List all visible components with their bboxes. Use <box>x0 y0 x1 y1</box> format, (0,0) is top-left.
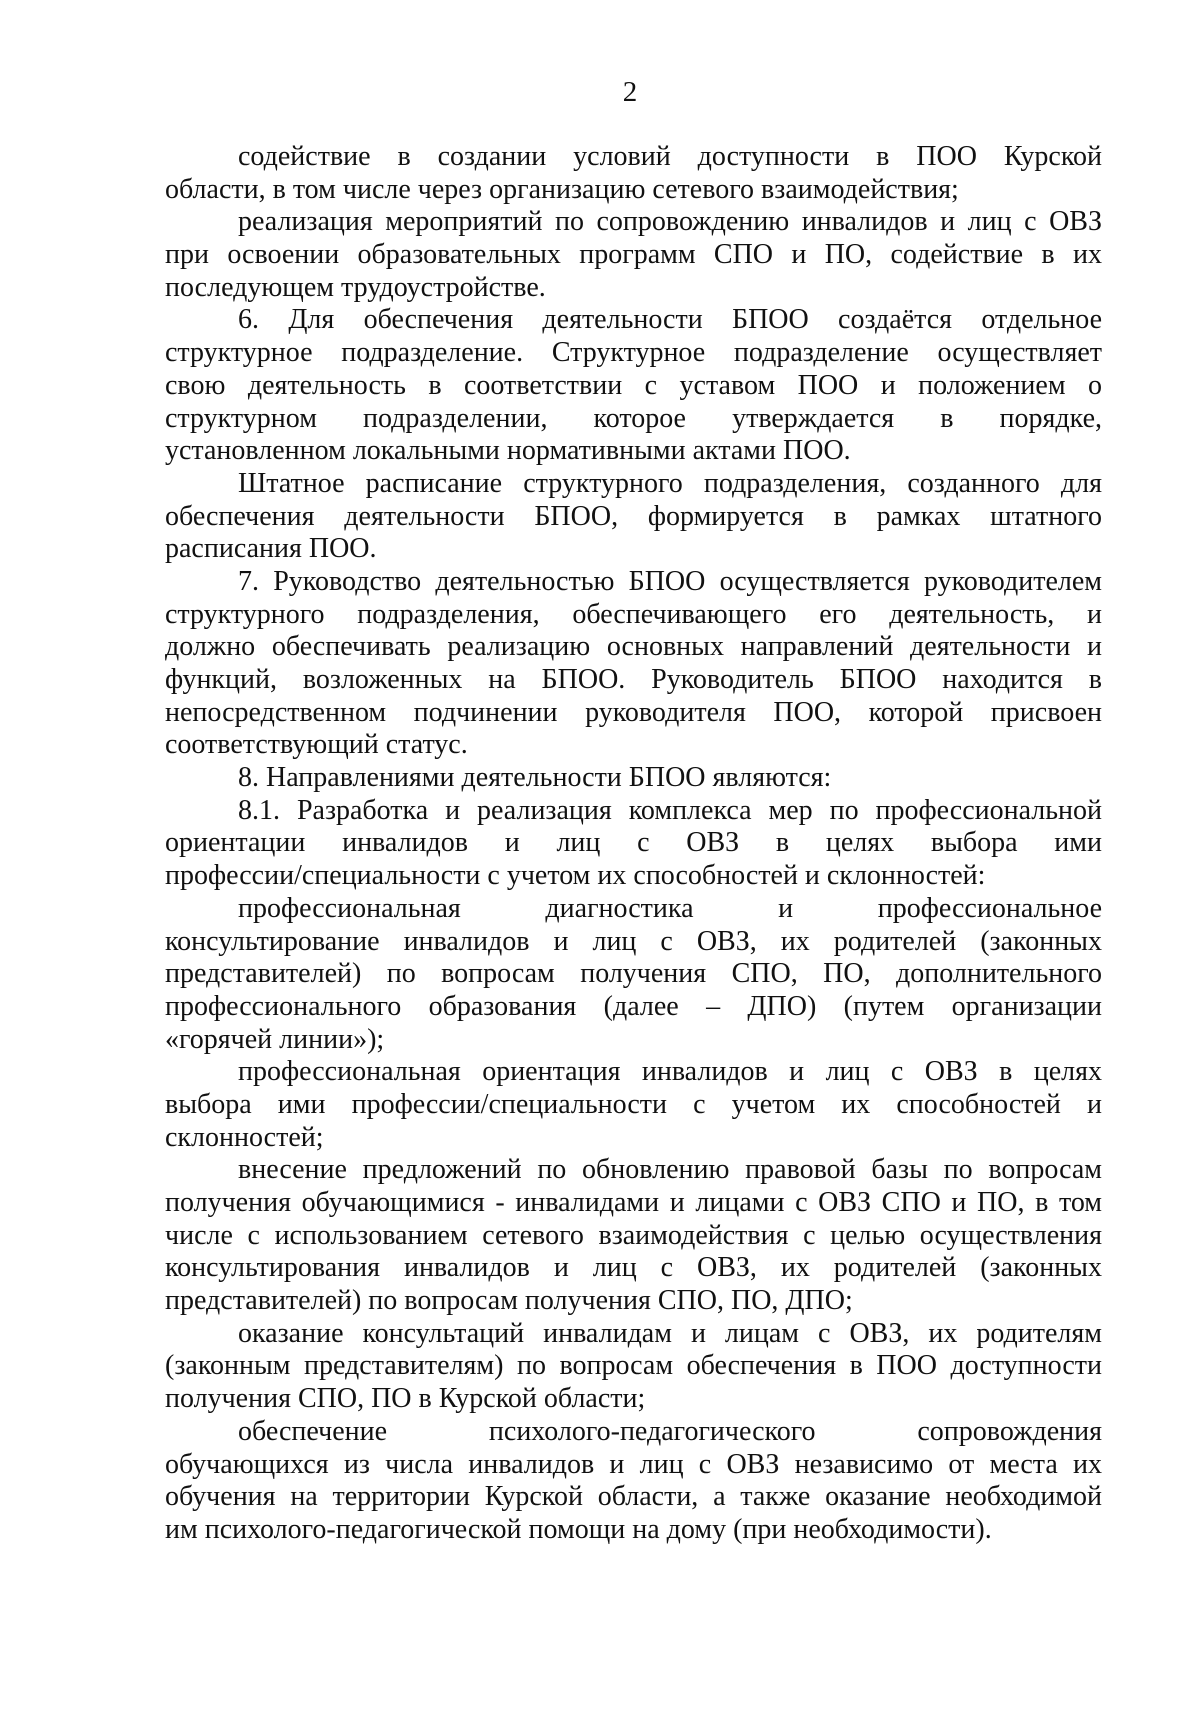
text-line: получения СПО, ПО в Курской области; <box>165 1383 646 1415</box>
text-line: 8.1. Разработка и реализация комплекса мер по профессиональной <box>238 794 1102 826</box>
text-line: обучения на территории Курской области, а также оказание необходимой <box>165 1481 1102 1513</box>
text-line: профессионального образования (далее – ДПО) (путем организации <box>165 990 1102 1022</box>
text-line: установленном локальными нормативными актами ПОО. <box>165 435 851 467</box>
text-line: профессиональная ориентация инвалидов и лиц с ОВЗ в целях <box>238 1056 1102 1088</box>
page-number: 2 <box>622 76 638 108</box>
paragraph <box>165 1318 1102 1416</box>
text-line: им психолого-педагогической помощи на дому (при необходимости). <box>165 1513 992 1545</box>
paragraph <box>165 206 1102 304</box>
text-line: реализация мероприятий по сопровождению инвалидов и лиц с ОВЗ <box>238 206 1102 238</box>
text-line: профессиональная диагностика и профессиональное <box>238 892 1102 924</box>
text-line: при освоении образовательных программ СПО и ПО, содействие в их <box>165 239 1102 271</box>
text-line: оказание консультаций инвалидам и лицам с ОВЗ, их родителям <box>238 1317 1102 1349</box>
paragraph <box>165 1416 1102 1547</box>
text-line: должно обеспечивать реализацию основных направлений деятельности и <box>165 631 1102 663</box>
text-line: 8. Направлениями деятельности БПОО являются: <box>238 762 832 794</box>
text-line: склонностей; <box>165 1121 324 1153</box>
paragraph <box>165 762 1102 795</box>
text-line: внесение предложений по обновлению правовой базы по вопросам <box>238 1154 1102 1186</box>
text-line: непосредственном подчинении руководителя ПОО, которой присвоен <box>165 696 1102 728</box>
text-line: профессии/специальности с учетом их способностей и склонностей: <box>165 860 986 892</box>
text-line: функций, возложенных на БПОО. Руководитель БПОО находится в <box>165 664 1102 695</box>
paragraph <box>165 141 1102 206</box>
text-line: консультирования инвалидов и лиц с ОВЗ, их родителей (законных <box>165 1252 1102 1284</box>
paragraph <box>165 566 1102 762</box>
paragraph <box>165 468 1102 566</box>
text-line: последующем трудоустройстве. <box>165 271 546 303</box>
text-line: получения обучающимися - инвалидами и лицами с ОВЗ СПО и ПО, в том <box>165 1187 1102 1218</box>
text-line: соответствующий статус. <box>165 729 468 761</box>
text-line: представителей) по вопросам получения СПО, ПО, ДПО; <box>165 1285 853 1317</box>
text-line: области, в том числе через организацию сетевого взаимодействия; <box>165 173 959 205</box>
paragraph <box>165 893 1102 1056</box>
document-body <box>165 141 1102 1547</box>
text-line: 7. Руководство деятельностью БПОО осуществляется руководителем <box>238 565 1102 597</box>
text-line: обеспечения деятельности БПОО, формируется в рамках штатного <box>165 500 1102 532</box>
text-line: структурное подразделение. Структурное подразделение осуществляет <box>165 337 1102 369</box>
text-line: обеспечение психолого-педагогического сопровождения <box>238 1415 1102 1447</box>
text-line: (законным представителям) по вопросам обеспечения в ПОО доступности <box>165 1350 1102 1382</box>
text-line: структурном подразделении, которое утверждается в порядке, <box>165 402 1102 434</box>
text-line: содействие в создании условий доступности в ПОО Курской <box>238 141 1102 172</box>
text-line: обучающихся из числа инвалидов и лиц с ОВЗ независимо от места их <box>165 1448 1102 1480</box>
text-line: «горячей линии»); <box>165 1023 385 1055</box>
text-line: представителей) по вопросам получения СПО, ПО, дополнительного <box>165 958 1102 990</box>
text-line: свою деятельность в соответствии с уставом ПОО и положением о <box>165 369 1102 401</box>
text-line: структурного подразделения, обеспечивающего его деятельность, и <box>165 598 1102 630</box>
paragraph <box>165 1154 1102 1317</box>
text-line: ориентации инвалидов и лиц с ОВЗ в целях выбора ими <box>165 827 1102 859</box>
text-line: расписания ПОО. <box>165 533 377 565</box>
text-line: 6. Для обеспечения деятельности БПОО создаётся отдельное <box>238 304 1102 336</box>
paragraph <box>165 795 1102 893</box>
text-line: Штатное расписание структурного подразделения, созданного для <box>238 467 1102 499</box>
paragraph <box>165 1056 1102 1154</box>
text-line: консультирование инвалидов и лиц с ОВЗ, их родителей (законных <box>165 925 1102 957</box>
text-line: выбора ими профессии/специальности с учетом их способностей и <box>165 1088 1102 1120</box>
paragraph <box>165 304 1102 467</box>
text-line: числе с использованием сетевого взаимодействия с целью осуществления <box>165 1219 1102 1251</box>
